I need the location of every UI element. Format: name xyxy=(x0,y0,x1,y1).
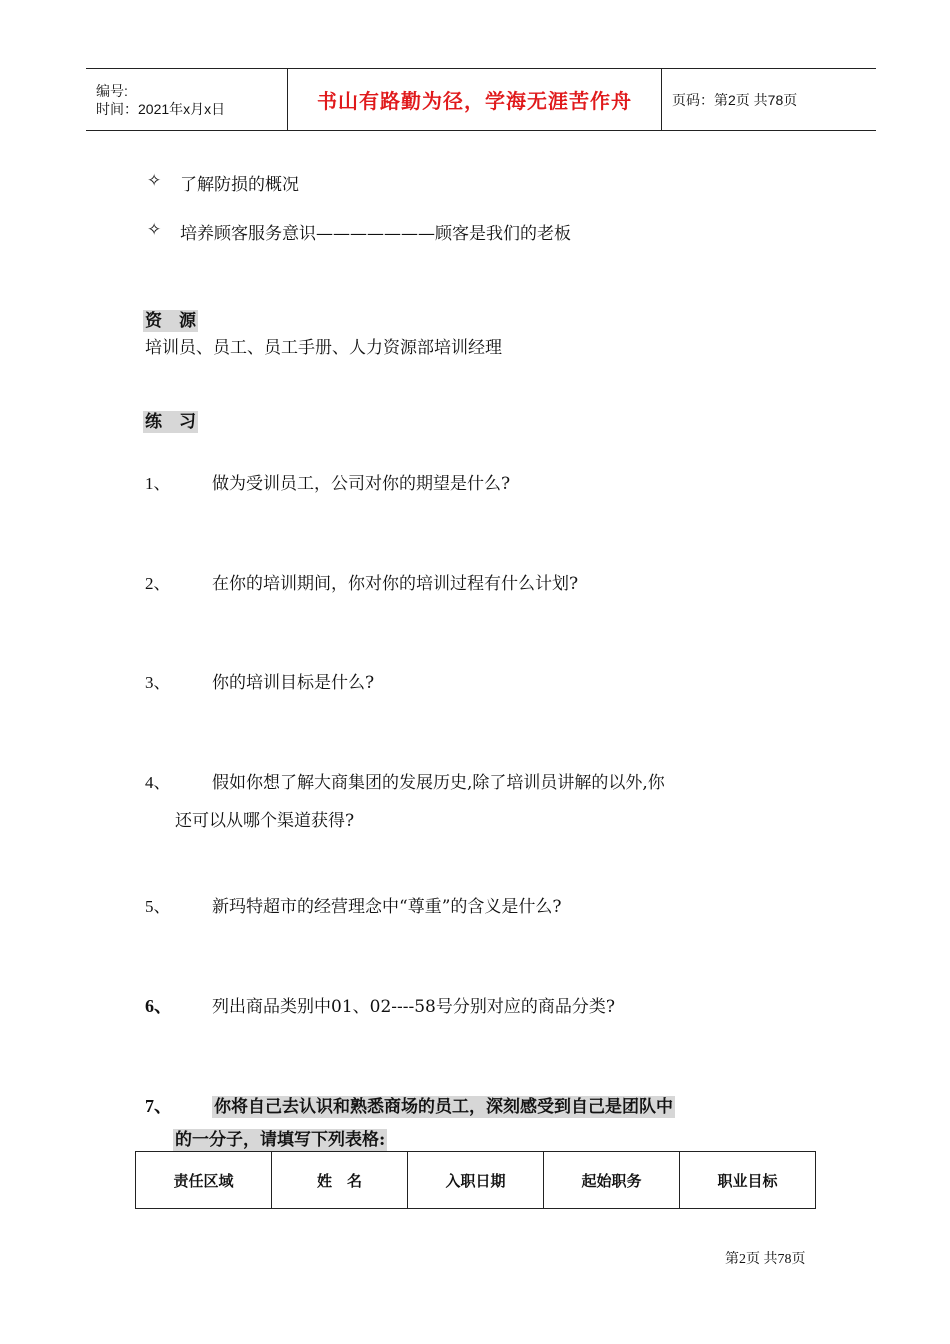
question-number: 1、 xyxy=(145,474,171,493)
diamond-bullet-icon: ✧ xyxy=(147,171,162,191)
question-number: 3、 xyxy=(145,673,171,692)
question-number: 5、 xyxy=(145,897,171,916)
table-header-cell: 起始职务 xyxy=(544,1152,680,1209)
question-number: 4、 xyxy=(145,773,171,792)
question-text-continued: 还可以从哪个渠道获得? xyxy=(175,811,355,831)
bullet-text: 培养顾客服务意识———————顾客是我们的老板 xyxy=(180,224,571,244)
page-footer: 第2页 共78页 xyxy=(725,1252,806,1267)
table-header-cell: 姓 名 xyxy=(272,1152,408,1209)
table-header-cell: 责任区域 xyxy=(136,1152,272,1209)
motto: 书山有路勤为径，学海无涯苦作舟 xyxy=(317,89,632,113)
question-number: 6、 xyxy=(145,996,172,1016)
resources-text: 培训员、员工、员工手册、人力资源部培训经理 xyxy=(145,338,502,358)
question-text: 在你的培训期间，你对你的培训过程有什么计划? xyxy=(212,574,579,594)
table-header-cell: 职业目标 xyxy=(680,1152,816,1209)
question-number: 7、 xyxy=(145,1096,172,1116)
question-number: 2、 xyxy=(145,574,171,593)
page-label: 页码：第2页 共78页 xyxy=(672,91,798,108)
question-text: 新玛特超市的经营理念中“尊重”的含义是什么? xyxy=(212,897,562,917)
time-label: 时间：2021年x月x日 xyxy=(96,100,226,117)
info-table xyxy=(135,1151,816,1209)
question-highlight: 你将自己去认识和熟悉商场的员工，深刻感受到自己是团队中 xyxy=(214,1097,673,1117)
question-text: 做为受训员工，公司对你的期望是什么? xyxy=(212,474,511,494)
practice-heading-text: 练 习 xyxy=(145,412,196,432)
practice-heading xyxy=(143,407,198,432)
number-label: 编号: xyxy=(96,82,128,99)
header-page-cell xyxy=(662,69,876,130)
resources-heading xyxy=(143,306,198,331)
diamond-bullet-icon: ✧ xyxy=(147,220,162,240)
table-header-cell: 入职日期 xyxy=(408,1152,544,1209)
question-text-continued xyxy=(173,1125,387,1150)
resources-heading-text: 资 源 xyxy=(145,311,196,331)
header-motto-cell xyxy=(288,69,662,130)
bullet-text: 了解防损的概况 xyxy=(180,175,299,195)
question-text: 列出商品类别中01、02----58号分别对应的商品分类? xyxy=(212,997,615,1017)
table-header-row xyxy=(136,1152,816,1209)
question-text: 假如你想了解大商集团的发展历史,除了培训员讲解的以外,你 xyxy=(212,773,665,793)
question-text: 你的培训目标是什么? xyxy=(212,673,375,693)
question-text xyxy=(212,1092,675,1117)
header-meta xyxy=(86,69,288,130)
question-highlight-continued: 的一分子，请填写下列表格: xyxy=(175,1130,386,1150)
page-header xyxy=(86,68,876,131)
